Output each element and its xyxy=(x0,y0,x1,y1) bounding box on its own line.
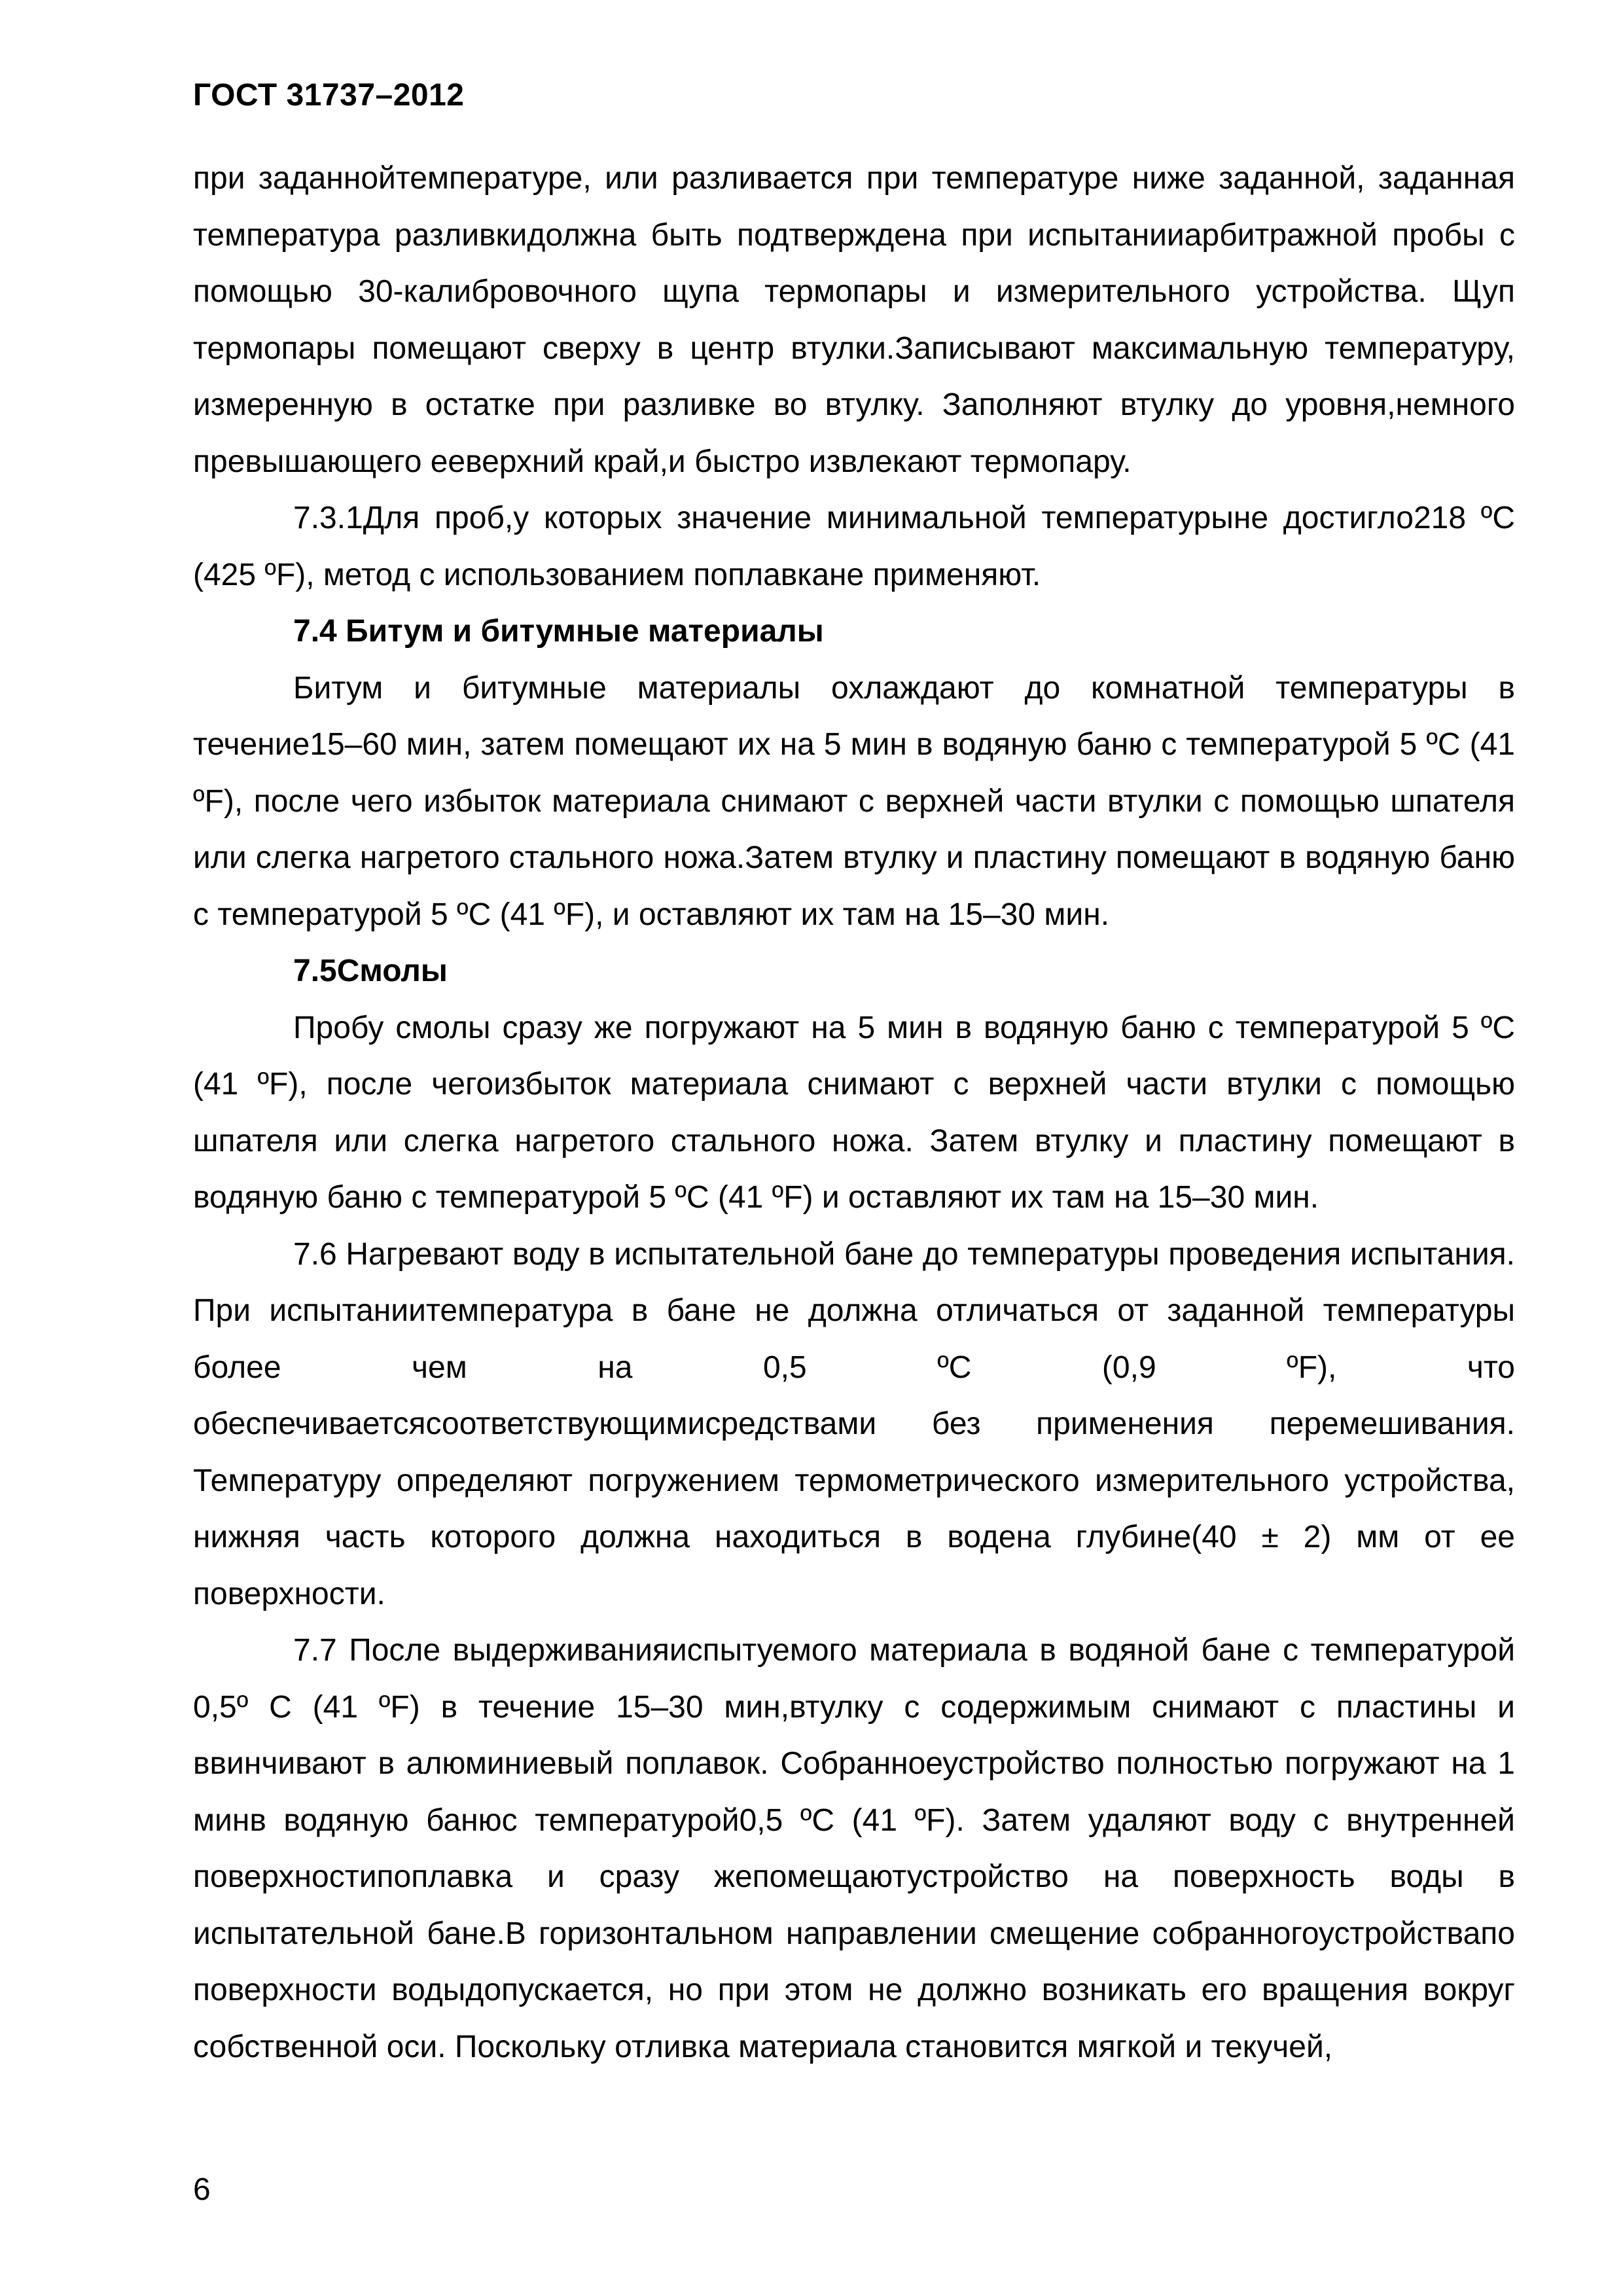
document-body xyxy=(193,151,1515,2075)
section-heading-7-4: 7.4 Битум и битумные материалы xyxy=(293,614,824,649)
paragraph-bitumen: Битум и битумные материалы охлаждают до комнатной температуры в течение15–60 мин, затем помещают их на 5 мин в водяную баню с температурой 5 ºC (41 ºF), после чего избыток материала снимают с верхней части втулки с помощью шпателя или слегка нагретого стального ножа.Затем втулку и пластину помещают в водяную баню с температурой 5 ºC (41 ºF), и оставляют их там на 15–30 мин. xyxy=(193,670,1515,932)
paragraph-continuation: при заданнойтемпературе, или разливается при температуре ниже заданной, заданная температура разливкидолжна быть подтверждена при испытанииарбитражной пробы с помощью 30-калибровочного щупа термопары и измерительного устройства. Щуп термопары помещают сверху в центр втулки.Записывают максимальную температуру, измеренную в остатке при разливке во втулку. Заполняют втулку до уровня,немного превышающего еeверхний край,и быстро извлекают термопару. xyxy=(193,161,1515,479)
page-number: 6 xyxy=(193,2172,211,2207)
paragraph-7-6-part2: обеспечиваетсясоответствующимисредствами без применения перемешивания. Температуру определяют погружением термометрического измерительного устройства, нижняя часть которого должна находиться в водена глубине(40 ± 2) мм от ее поверхности. xyxy=(193,1407,1515,1611)
paragraph-7-6-part1: 7.6 Нагревают воду в испытательной бане до температуры проведения испытания. При испытаниитемпература в бане не должна отличаться от заданной температуры более чем на 0,5 ºC (0,9 ºF), что xyxy=(193,1236,1515,1385)
document-header: ГОСТ 31737–2012 xyxy=(193,78,465,113)
paragraph-7-3-1: 7.3.1Для проб,у которых значение минимальной температурыне достигло218 ºC (425 ºF), метод с использованием поплавкане применяют. xyxy=(193,501,1515,592)
paragraph-resins: Пробу смолы сразу же погружают на 5 мин в водяную баню с температурой 5 ºC (41 ºF), после чегоизбыток материала снимают с верхней части втулки с помощью шпателя или слегка нагретого стального ножа. Затем втулку и пластину помещают в водяную баню с температурой 5 ºC (41 ºF) и оставляют их там на 15–30 мин. xyxy=(193,1010,1515,1215)
paragraph-7-7: 7.7 После выдерживанияиспытуемого материала в водяной бане с температурой 0,5º C (41 ºF) в течение 15–30 мин,втулку с содержимым снимают с пластины и ввинчивают в алюминиевый поплавок. Собранноеустройство полностью погружают на 1 минв водяную банюс температурой0,5 ºC (41 ºF). Затем удаляют воду с внутренней поверхностипоплавка и сразу жепомещаютустройство на поверхность воды в испытательной бане.В горизонтальном направлении смещение собранногоустройствапо поверхности водыдопускается, но при этом не должно возникать его вращения вокруг собственной оси. Поскольку отливка материала становится мягкой и текучей, xyxy=(193,1633,1515,2064)
section-heading-7-5: 7.5Смолы xyxy=(293,954,448,988)
